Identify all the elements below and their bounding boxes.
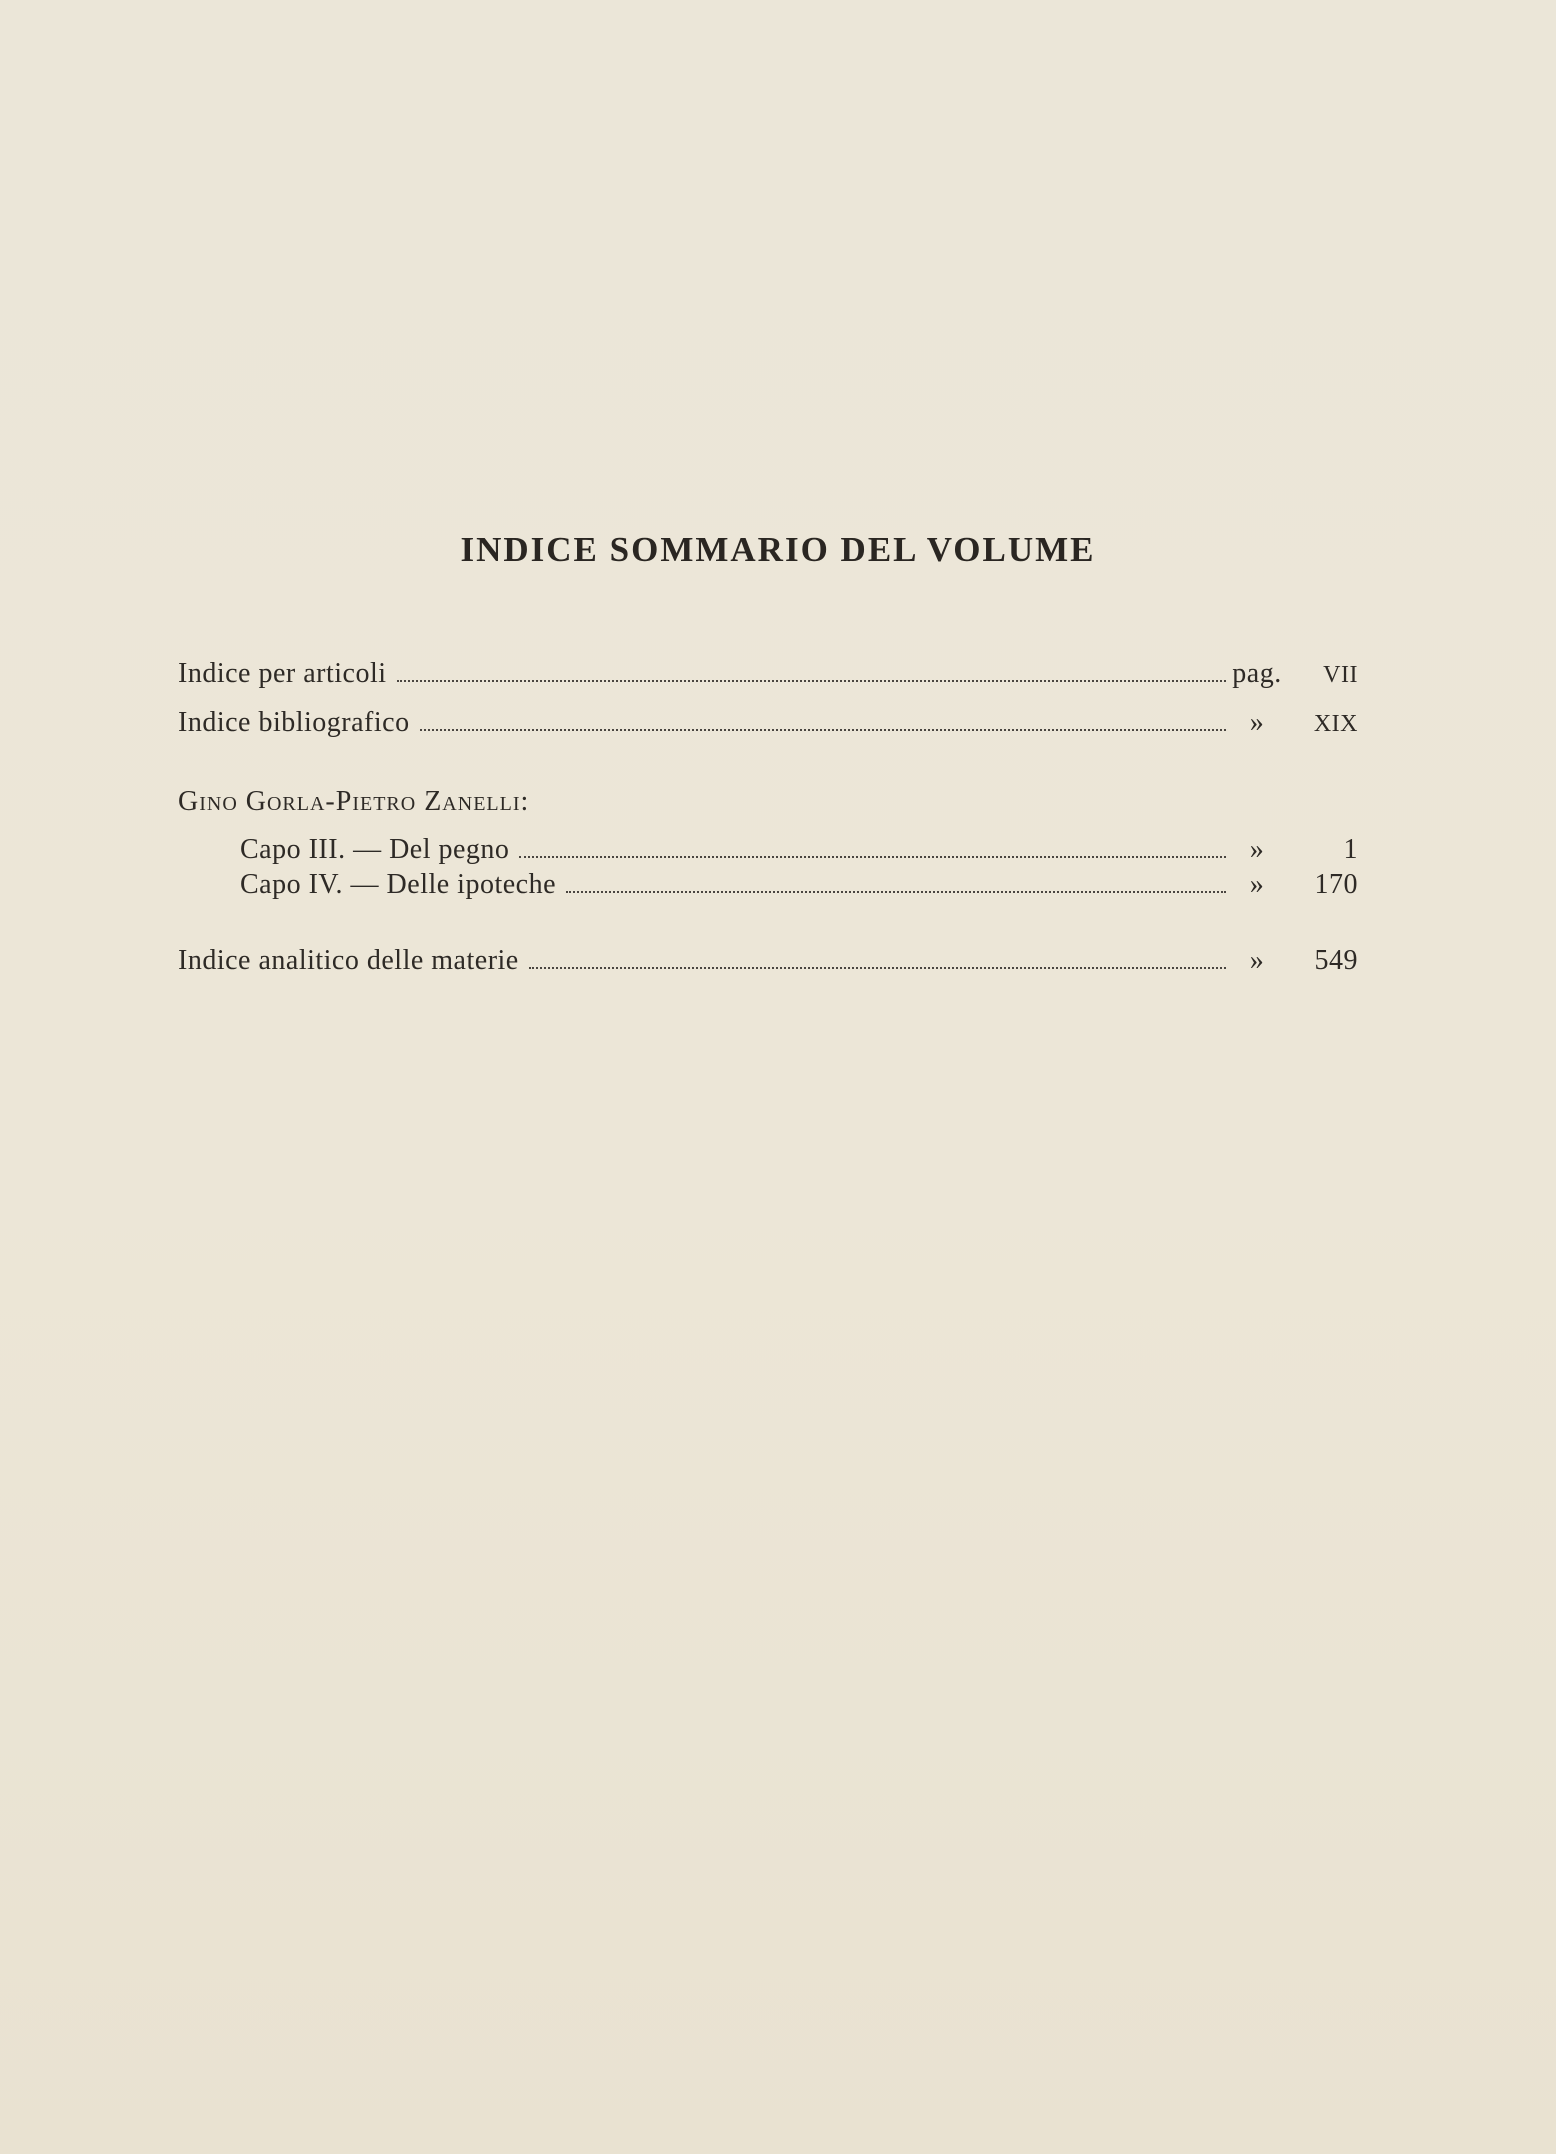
dot-leader xyxy=(420,729,1226,731)
toc-entry-page: 1 xyxy=(1343,834,1358,865)
toc-entry-indice-bibliografico xyxy=(178,707,1358,739)
toc-entry-marker: pag. xyxy=(1232,658,1282,689)
toc-entry-indice-analitico xyxy=(178,945,1358,977)
toc-entry-marker: » xyxy=(1249,707,1265,738)
dot-leader xyxy=(519,856,1226,858)
toc-entry-capo-iii xyxy=(240,834,1358,866)
toc-entry-marker: » xyxy=(1249,834,1265,865)
dot-leader xyxy=(566,891,1226,893)
toc-entry-label: Indice per articoli xyxy=(178,658,387,689)
toc-entry-page: 170 xyxy=(1314,869,1358,900)
toc-entry-page: 549 xyxy=(1314,945,1358,976)
toc-entry-label: Indice analitico delle materie xyxy=(178,945,519,976)
toc-entry-indice-per-articoli xyxy=(178,658,1358,690)
toc-entry-label: Capo IV. — Delle ipoteche xyxy=(240,869,557,900)
toc-entry-page: VII xyxy=(1323,662,1358,688)
toc-entry-label: Capo III. — Del pegno xyxy=(240,834,510,865)
dot-leader xyxy=(529,967,1226,969)
toc-entry-label: Indice bibliografico xyxy=(178,707,410,738)
toc-entry-capo-iv xyxy=(240,869,1358,901)
page-title: INDICE SOMMARIO DEL VOLUME xyxy=(460,530,1096,569)
dot-leader xyxy=(397,680,1226,682)
toc-entry-page: XIX xyxy=(1313,711,1358,737)
author-heading: Gino Gorla-Pietro Zanelli: xyxy=(178,786,530,817)
toc-entry-marker: » xyxy=(1249,869,1265,900)
toc-entry-marker: » xyxy=(1249,945,1265,976)
